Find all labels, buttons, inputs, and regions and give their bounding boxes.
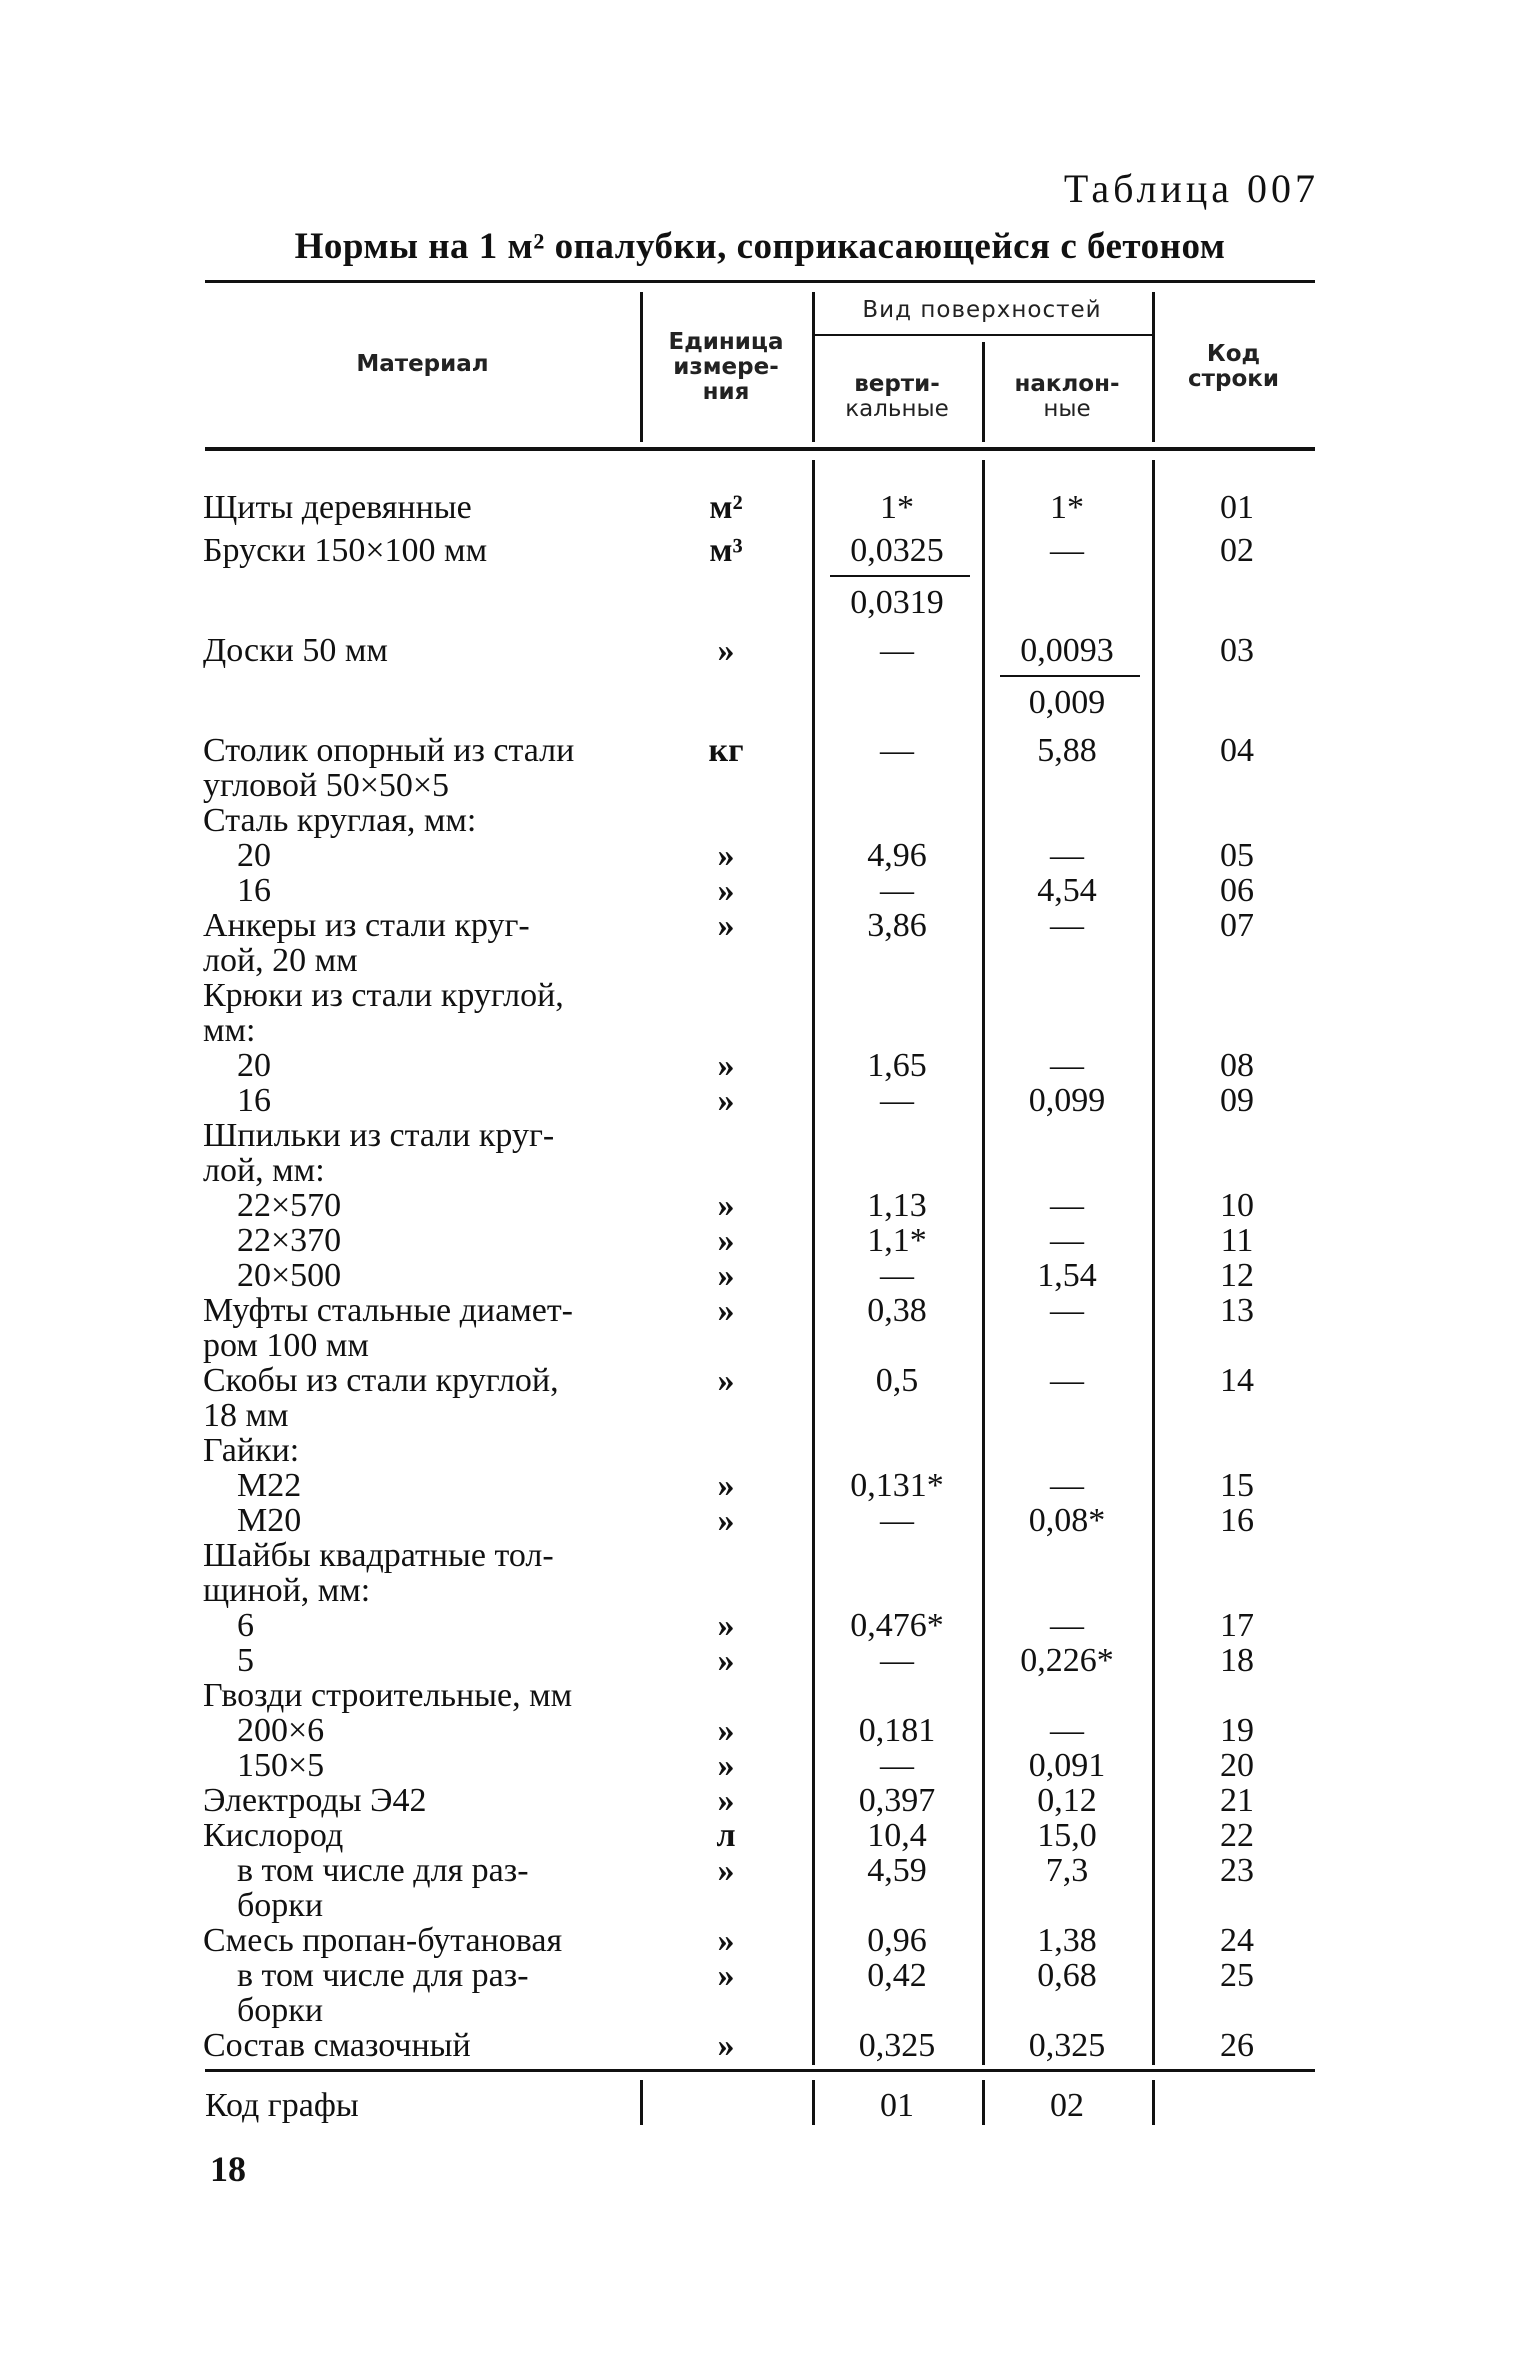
column-code-vertical: 01: [880, 2087, 914, 2124]
inclined-value: —: [1050, 907, 1084, 944]
material-cell: 6: [203, 1607, 254, 1644]
material-cell: 150×5: [203, 1747, 325, 1784]
material-cell: ром 100 мм: [203, 1327, 369, 1364]
inclined-value: —: [1050, 1187, 1084, 1224]
unit-cell: »: [717, 1502, 735, 1539]
unit-cell: »: [717, 1222, 735, 1259]
material-cell: Смесь пропан-бутановая: [203, 1922, 563, 1959]
row-code: 03: [1220, 632, 1254, 669]
unit-cell: »: [717, 1257, 735, 1294]
material-cell: 22×370: [203, 1222, 342, 1259]
column-code-label: Код графы: [205, 2087, 359, 2124]
inclined-value: 1*: [1050, 489, 1084, 526]
header-inclined-line-2: ные: [1043, 396, 1091, 422]
material-cell: Гайки:: [203, 1432, 300, 1469]
row-code: 02: [1220, 532, 1254, 569]
inclined-value: 0,091: [1028, 1747, 1106, 1784]
material-cell: борки: [203, 1992, 324, 2029]
vertical-value-alt: 0,0319: [850, 584, 944, 621]
inclined-value: —: [1050, 532, 1084, 569]
inclined-value: 15,0: [1037, 1817, 1097, 1854]
unit-cell: »: [717, 1747, 735, 1784]
inclined-value: 7,3: [1045, 1852, 1089, 1889]
vertical-value: 0,0325: [850, 532, 944, 569]
material-cell: 5: [203, 1642, 254, 1679]
inclined-value: 0,12: [1037, 1782, 1097, 1819]
vertical-value: 1*: [880, 489, 914, 526]
vertical-value: 1,65: [867, 1047, 927, 1084]
row-code: 07: [1220, 907, 1254, 944]
fraction-line: [1000, 675, 1140, 677]
row-code: 04: [1220, 732, 1254, 769]
vertical-value: 0,38: [867, 1292, 927, 1329]
inclined-value: 4,54: [1037, 872, 1097, 909]
material-cell: Состав смазочный: [203, 2027, 471, 2064]
vertical-value: —: [880, 732, 914, 769]
material-cell: Кислород: [203, 1817, 344, 1854]
vertical-value: 1,1*: [867, 1222, 927, 1259]
material-cell: Столик опорный из стали: [203, 732, 575, 769]
material-cell: Щиты деревянные: [203, 489, 472, 526]
unit-cell: »: [717, 1922, 735, 1959]
row-code: 24: [1220, 1922, 1254, 1959]
unit-cell: м³: [709, 532, 743, 569]
inclined-value: 1,38: [1037, 1922, 1097, 1959]
column-code-inclined: 02: [1050, 2087, 1084, 2124]
row-code: 22: [1220, 1817, 1254, 1854]
material-cell: М20: [203, 1502, 302, 1539]
material-cell: лой, мм:: [203, 1152, 325, 1189]
vertical-value: —: [880, 1747, 914, 1784]
table-label: Таблица 007: [1063, 166, 1319, 211]
header-vertical-line-1: верти-: [854, 371, 940, 397]
unit-cell: »: [717, 1292, 735, 1329]
unit-cell: »: [717, 1642, 735, 1679]
row-code: 08: [1220, 1047, 1254, 1084]
material-cell: 20: [203, 837, 271, 874]
inclined-value: —: [1050, 1362, 1084, 1399]
vertical-value: —: [880, 1257, 914, 1294]
material-cell: Гвозди строительные, мм: [203, 1677, 573, 1714]
page-number: 18: [210, 2149, 246, 2189]
unit-cell: »: [717, 2027, 735, 2064]
material-cell: 16: [203, 1082, 271, 1119]
row-code: 14: [1220, 1362, 1254, 1399]
top-rule: [205, 280, 1315, 283]
unit-cell: »: [717, 1607, 735, 1644]
vertical-value: —: [880, 1502, 914, 1539]
unit-cell: »: [717, 1852, 735, 1889]
inclined-value: —: [1050, 1047, 1084, 1084]
footer-divider-4: [1152, 2080, 1155, 2125]
header-unit: [640, 330, 812, 405]
row-code: 25: [1220, 1957, 1254, 1994]
inclined-value: —: [1050, 1607, 1084, 1644]
row-code: 12: [1220, 1257, 1254, 1294]
header-surface-type: Вид поверхностей: [862, 297, 1102, 323]
material-cell: Муфты стальные диамет-: [203, 1292, 573, 1329]
vertical-value: 0,131*: [850, 1467, 944, 1504]
material-cell: 16: [203, 872, 271, 909]
header-code: [1152, 342, 1315, 392]
unit-cell: »: [717, 1082, 735, 1119]
material-cell: щиной, мм:: [203, 1572, 371, 1609]
row-code: 01: [1220, 489, 1254, 526]
vertical-value: 4,59: [867, 1852, 927, 1889]
inclined-value: 0,08*: [1028, 1502, 1106, 1539]
header-vertical: [812, 372, 982, 422]
unit-cell: м²: [709, 489, 743, 526]
material-cell: лой, 20 мм: [203, 942, 358, 979]
material-cell: Крюки из стали круглой,: [203, 977, 564, 1014]
material-cell: Шайбы квадратные тол-: [203, 1537, 554, 1574]
material-cell: борки: [203, 1887, 324, 1924]
header-unit-line-3: ния: [702, 379, 750, 405]
inclined-value: —: [1050, 1712, 1084, 1749]
row-code: 15: [1220, 1467, 1254, 1504]
inclined-value: 1,54: [1037, 1257, 1097, 1294]
header-inclined-line-1: наклон-: [1014, 371, 1120, 397]
unit-cell: »: [717, 1187, 735, 1224]
material-cell: Электроды Э42: [203, 1782, 427, 1819]
row-code: 13: [1220, 1292, 1254, 1329]
table-title: Нормы на 1 м² опалубки, соприкасающейся с бетоном: [294, 226, 1226, 267]
vertical-value: —: [880, 872, 914, 909]
row-code: 18: [1220, 1642, 1254, 1679]
row-code: 10: [1220, 1187, 1254, 1224]
fraction-line: [830, 575, 970, 577]
unit-cell: »: [717, 632, 735, 669]
row-code: 23: [1220, 1852, 1254, 1889]
material-cell: Бруски 150×100 мм: [203, 532, 488, 569]
row-code: 20: [1220, 1747, 1254, 1784]
material-cell: угловой 50×50×5: [203, 767, 450, 804]
vertical-value: 0,397: [858, 1782, 936, 1819]
row-code: 19: [1220, 1712, 1254, 1749]
material-cell: Сталь круглая, мм:: [203, 802, 477, 839]
row-code: 17: [1220, 1607, 1254, 1644]
material-cell: Анкеры из стали круг-: [203, 907, 530, 944]
material-cell: Шпильки из стали круг-: [203, 1117, 555, 1154]
material-cell: 20×500: [203, 1257, 342, 1294]
footer-divider-1: [640, 2080, 643, 2125]
vertical-value: —: [880, 1082, 914, 1119]
material-cell: Скобы из стали круглой,: [203, 1362, 559, 1399]
inclined-value: 0,0093: [1020, 632, 1114, 669]
vertical-value: 3,86: [867, 907, 927, 944]
row-code: 26: [1220, 2027, 1254, 2064]
vertical-value: 0,181: [858, 1712, 936, 1749]
inclined-value: 0,226*: [1020, 1642, 1114, 1679]
header-inclined: [982, 372, 1152, 422]
inclined-value: —: [1050, 1467, 1084, 1504]
unit-cell: »: [717, 1467, 735, 1504]
unit-cell: »: [717, 1362, 735, 1399]
unit-cell: »: [717, 1957, 735, 1994]
inclined-value: 5,88: [1037, 732, 1097, 769]
row-code: 21: [1220, 1782, 1254, 1819]
unit-cell: »: [717, 837, 735, 874]
material-cell: в том числе для раз-: [203, 1852, 529, 1889]
material-cell: 20: [203, 1047, 271, 1084]
inclined-value: 0,099: [1028, 1082, 1106, 1119]
vertical-value: 10,4: [867, 1817, 927, 1854]
header-code-line-2: строки: [1188, 366, 1279, 392]
header-code-line-1: Код: [1206, 341, 1261, 367]
row-code: 06: [1220, 872, 1254, 909]
unit-cell: »: [717, 907, 735, 944]
inclined-value: —: [1050, 1222, 1084, 1259]
unit-cell: »: [717, 1712, 735, 1749]
inclined-value: —: [1050, 1292, 1084, 1329]
material-cell: 22×570: [203, 1187, 342, 1224]
material-cell: в том числе для раз-: [203, 1957, 529, 1994]
inclined-value-alt: 0,009: [1028, 684, 1106, 721]
unit-cell: л: [716, 1817, 736, 1854]
header-vertical-line-2: кальные: [845, 396, 949, 422]
vertical-value: 4,96: [867, 837, 927, 874]
unit-cell: »: [717, 1782, 735, 1819]
inclined-value: 0,68: [1037, 1957, 1097, 1994]
row-code: 11: [1220, 1222, 1254, 1259]
subheader-rule: [812, 334, 1152, 336]
material-cell: мм:: [203, 1012, 256, 1049]
bottom-rule: [205, 2069, 1315, 2072]
header-rule: [205, 447, 1315, 451]
header-unit-line-1: Единица: [668, 329, 784, 355]
inclined-value: —: [1050, 837, 1084, 874]
material-cell: М22: [203, 1467, 302, 1504]
material-cell: 200×6: [203, 1712, 325, 1749]
unit-cell: »: [717, 872, 735, 909]
vertical-value: 1,13: [867, 1187, 927, 1224]
inclined-value: 0,325: [1028, 2027, 1106, 2064]
vertical-value: 0,325: [858, 2027, 936, 2064]
vertical-value: 0,5: [875, 1362, 919, 1399]
vertical-value: —: [880, 1642, 914, 1679]
header-material: Материал: [356, 351, 489, 377]
material-cell: Доски 50 мм: [203, 632, 388, 669]
vertical-value: —: [880, 632, 914, 669]
vertical-value: 0,42: [867, 1957, 927, 1994]
vertical-value: 0,476*: [850, 1607, 944, 1644]
vertical-value: 0,96: [867, 1922, 927, 1959]
unit-cell: »: [717, 1047, 735, 1084]
row-code: 09: [1220, 1082, 1254, 1119]
row-code: 05: [1220, 837, 1254, 874]
header-unit-line-2: измере-: [673, 354, 779, 380]
unit-cell: кг: [708, 732, 744, 769]
material-cell: 18 мм: [203, 1397, 289, 1434]
row-code: 16: [1220, 1502, 1254, 1539]
